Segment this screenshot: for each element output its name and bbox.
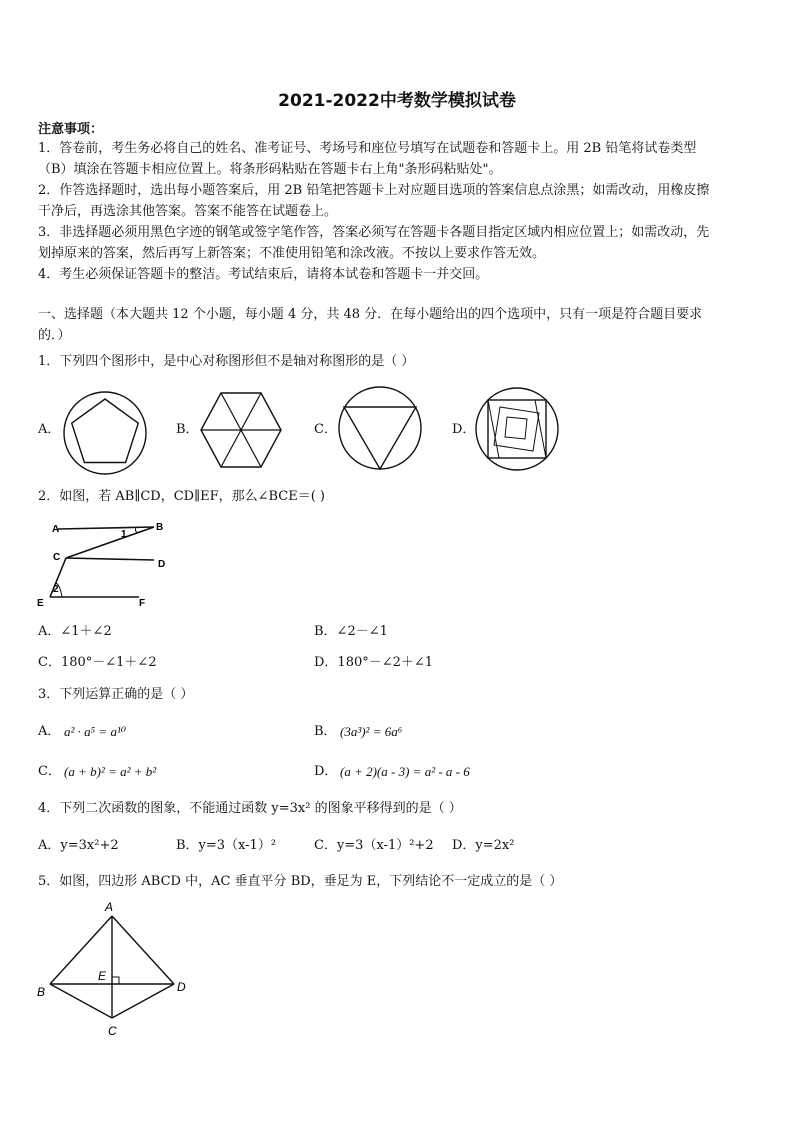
q3-option-d-label: D．	[314, 764, 338, 779]
q4-option-b: B．y=3（x-1）²	[176, 838, 277, 853]
q2-option-d: D．180°－∠2＋∠1	[314, 655, 434, 670]
q2-point-a-label: A	[52, 524, 60, 535]
q4-option-d: D．y=2x²	[452, 838, 515, 853]
q3-stem: 3．下列运算正确的是（ ）	[38, 687, 194, 702]
q5-point-a-label: A	[105, 900, 114, 914]
q1-figure-b-hexagon	[198, 388, 288, 472]
section-heading-line1: 一、选择题（本大题共 12 个小题，每小题 4 分，共 48 分．在每小题给出的四个选项中，只有一项是符合题目要求	[38, 307, 703, 322]
exam-title: 2021-2022中考数学模拟试卷	[278, 91, 516, 111]
q5-point-d-label: D	[177, 980, 186, 994]
q1-option-c-label: C．	[314, 422, 337, 437]
q4-stem: 4．下列二次函数的图象，不能通过函数 y=3x² 的图象平移得到的是（ ）	[38, 801, 462, 816]
notice-line-3b: 划掉原来的答案，然后再写上新答案；不准使用铅笔和涂改液。不按以上要求作答无效。	[38, 246, 546, 261]
q3-option-c-label: C．	[38, 764, 61, 779]
notice-heading: 注意事项：	[38, 122, 104, 137]
q2-option-c: C．180°－∠1＋∠2	[38, 655, 157, 670]
q2-point-d-label: D	[158, 559, 166, 570]
q2-angle-2-label: 2	[53, 584, 59, 595]
q1-figure-a-circle-pentagon	[60, 388, 150, 478]
q5-point-c-label: C	[108, 1024, 117, 1038]
q2-stem: 2．如图，若 AB∥CD，CD∥EF，那么∠BCE＝( )	[38, 489, 326, 504]
q2-option-b: B．∠2－∠1	[314, 624, 388, 639]
q4-option-c: C．y=3（x-1）²+2	[314, 838, 434, 853]
q5-point-b-label: B	[37, 985, 46, 999]
q1-figure-d-circle-squares	[475, 387, 565, 477]
q4-option-a: A．y=3x²+2	[38, 838, 119, 853]
q2-point-f-label: F	[139, 598, 146, 609]
q2-angle-1-label: 1	[121, 529, 127, 540]
q3-option-a-label: A．	[38, 724, 61, 739]
q2-option-a: A．∠1＋∠2	[38, 624, 112, 639]
notice-line-1: 1．答卷前，考生务必将自己的姓名、准考证号、考场号和座位号填写在试题卷和答题卡上。用 2B 铅笔将试卷类型	[38, 141, 697, 156]
q3-option-d: (a + 2)(a - 3) = a² - a - 6	[340, 764, 470, 779]
q5-point-e-label: E	[98, 969, 107, 983]
q2-point-c-label: C	[53, 552, 61, 563]
q5-figure-quadrilateral	[34, 898, 204, 1046]
notice-line-2: 2．作答选择题时，选出每小题答案后，用 2B 铅笔把答题卡上对应题目选项的答案信息点涂黑；如需改动，用橡皮擦	[38, 183, 710, 198]
q2-point-b-label: B	[156, 522, 164, 533]
notice-line-1b: （B）填涂在答题卡相应位置上。将条形码粘贴在答题卡右上角"条形码粘贴处"。	[38, 162, 502, 177]
notice-line-2b: 干净后，再选涂其他答案。答案不能答在试题卷上。	[38, 204, 338, 219]
q1-figure-c-circle-triangle	[337, 385, 427, 475]
q3-option-c: (a + b)² = a² + b²	[64, 764, 157, 779]
q3-option-b-label: B．	[314, 724, 337, 739]
q1-stem: 1．下列四个图形中，是中心对称图形但不是轴对称图形的是（ ）	[38, 354, 415, 369]
q1-option-a-label: A．	[38, 422, 61, 437]
notice-line-3: 3．非选择题必须用黑色字迹的钢笔或签字笔作答，答案必须写在答题卡各题目指定区域内相应位置上；如需改动，先	[38, 225, 710, 240]
notice-line-4: 4．考生必须保证答题卡的整洁。考试结束后，请将本试卷和答题卡一并交回。	[38, 267, 489, 282]
q3-option-b: (3a³)² = 6a⁶	[340, 724, 403, 739]
q5-stem: 5．如图，四边形 ABCD 中，AC 垂直平分 BD，垂足为 E，下列结论不一定成立的是（ ）	[38, 874, 563, 889]
q2-point-e-label: E	[37, 598, 44, 609]
q2-figure-parallel-lines	[36, 515, 186, 615]
q1-option-d-label: D．	[452, 422, 476, 437]
section-heading-line2: 的．）	[38, 328, 71, 343]
q1-option-b-label: B．	[176, 422, 199, 437]
q3-option-a: a² · a⁵ = a¹⁰	[64, 724, 127, 739]
